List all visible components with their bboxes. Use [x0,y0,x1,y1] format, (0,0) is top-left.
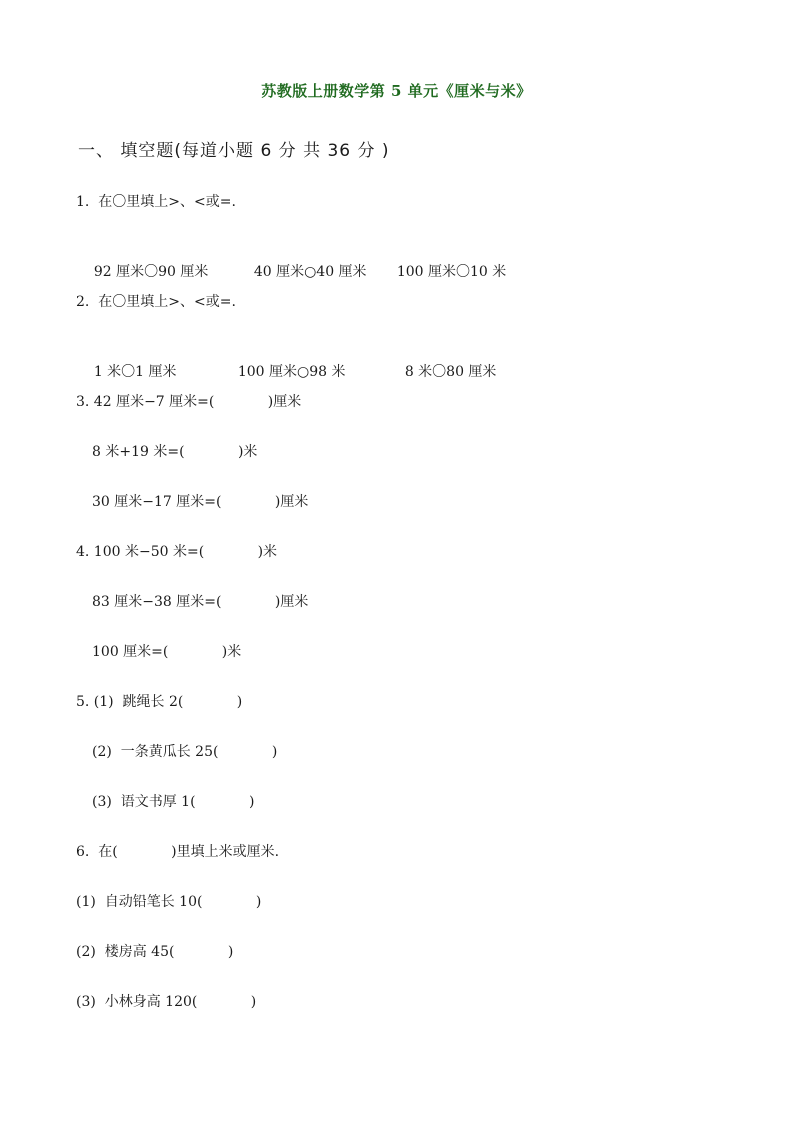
q3-line-2: 8 米+19 米=( )米 [92,444,258,460]
section-heading-fill-in-blank: 一、 填空题(每道小题 6 分 共 36 分 ) [78,141,390,161]
q5-line-2: (2) 一条黄瓜长 25( ) [92,744,278,760]
q3-line-3: 30 厘米−17 厘米=( )厘米 [92,494,309,510]
worksheet-title: 苏教版上册数学第 5 单元《厘米与米》 [261,82,532,100]
q4-line-1: 4. 100 米−50 米=( )米 [76,544,278,560]
q1-item-2: 40 厘米○40 厘米 [253,264,367,280]
q1-item-1: 92 厘米〇90 厘米 [93,264,209,280]
q6-line-2: (2) 楼房高 45( ) [76,944,234,960]
q2-prompt: 2. 在〇里填上>、<或=. [76,294,236,310]
q3-line-1: 3. 42 厘米−7 厘米=( )厘米 [76,394,302,410]
q2-item-3: 8 米〇80 厘米 [404,364,497,380]
q1-prompt: 1. 在〇里填上>、<或=. [76,194,236,210]
q4-line-2: 83 厘米−38 厘米=( )厘米 [92,594,309,610]
q6-line-1: (1) 自动铅笔长 10( ) [76,894,262,910]
q4-line-3: 100 厘米=( )米 [92,644,242,660]
q5-line-1: 5. (1) 跳绳长 2( ) [76,694,243,710]
q6-prompt: 6. 在( )里填上米或厘米. [76,844,280,860]
q6-line-3: (3) 小林身高 120( ) [76,994,257,1010]
q5-line-3: (3) 语文书厚 1( ) [92,794,255,810]
q2-item-1: 1 米〇1 厘米 [93,364,177,380]
q2-item-2: 100 厘米○98 米 [237,364,346,380]
q1-item-3: 100 厘米〇10 米 [396,264,507,280]
